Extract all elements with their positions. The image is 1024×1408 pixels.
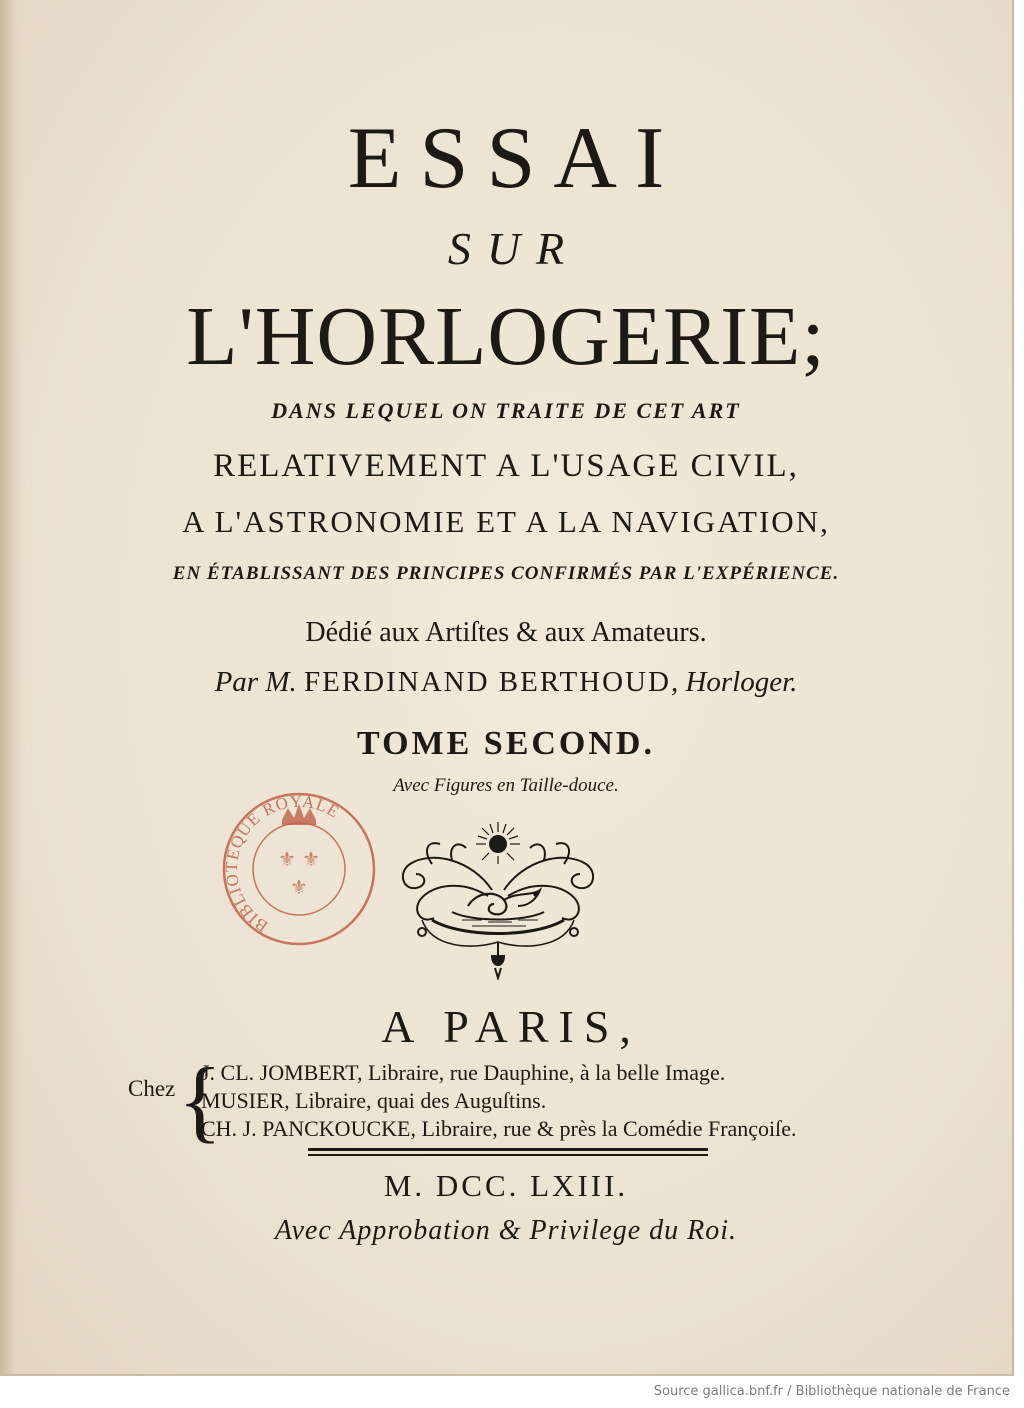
figures-line: Avec Figures en Taille-douce. [393, 775, 619, 796]
stamp-text: BIBLIOTEQUE ROYALE [222, 791, 343, 936]
fleur-de-lis-icon [278, 847, 320, 899]
chez-label: Chez [128, 1076, 176, 1101]
divider-rule [308, 1148, 708, 1151]
imprint-city: A PARIS, [381, 1001, 641, 1052]
svg-text:⚜: ⚜ [290, 875, 308, 899]
title-horlogerie: L'HORLOGERIE; [186, 290, 826, 383]
svg-text:⚜: ⚜ [302, 847, 320, 871]
subtitle-dans-lequel: DANS LEQUEL ON TRAITE DE CET ART [271, 398, 741, 423]
imprint-date: M. DCC. LXIII. [383, 1168, 629, 1203]
author-suffix: , Horloger. [670, 666, 798, 698]
subtitle-etablissant: EN ÉTABLISSANT DES PRINCIPES CONFIRMÉS PAR L'EXPÉRIENCE. [172, 563, 840, 584]
library-stamp [222, 790, 376, 948]
volume-line: TOME SECOND. [357, 725, 655, 762]
divider-rule [308, 1154, 708, 1156]
publishers-block [128, 1049, 888, 1158]
brace-icon: { [178, 1049, 223, 1151]
printer-ornament [392, 820, 604, 980]
author-prefix: Par M. [214, 666, 297, 698]
publisher-line: MUSIER, Libraire, quai des Auguſtins. [201, 1088, 547, 1113]
title-sur: SUR [447, 223, 581, 274]
svg-text:⚜: ⚜ [278, 847, 296, 871]
title-essai: ESSAI [347, 110, 683, 207]
source-credit: Source gallica.bnf.fr / Bibliothèque nationale de France [653, 1384, 1010, 1399]
publisher-line: CH. J. PANCKOUCKE, Libraire, rue & près la Comédie Françoiſe. [201, 1116, 797, 1141]
subtitle-relativement: RELATIVEMENT A L'USAGE CIVIL, [213, 448, 799, 484]
approbation-line: Avec Approbation & Privilege du Roi. [274, 1215, 738, 1246]
publisher-line: J. CL. JOMBERT, Libraire, rue Dauphine, à la belle Image. [201, 1060, 726, 1085]
dedication-line: Dédié aux Artiſtes & aux Amateurs. [305, 617, 707, 648]
subtitle-astronomie: A L'ASTRONOMIE ET A LA NAVIGATION, [182, 504, 830, 539]
author-line [0, 666, 1012, 699]
author-name: FERDINAND BERTHOUD [303, 666, 671, 698]
